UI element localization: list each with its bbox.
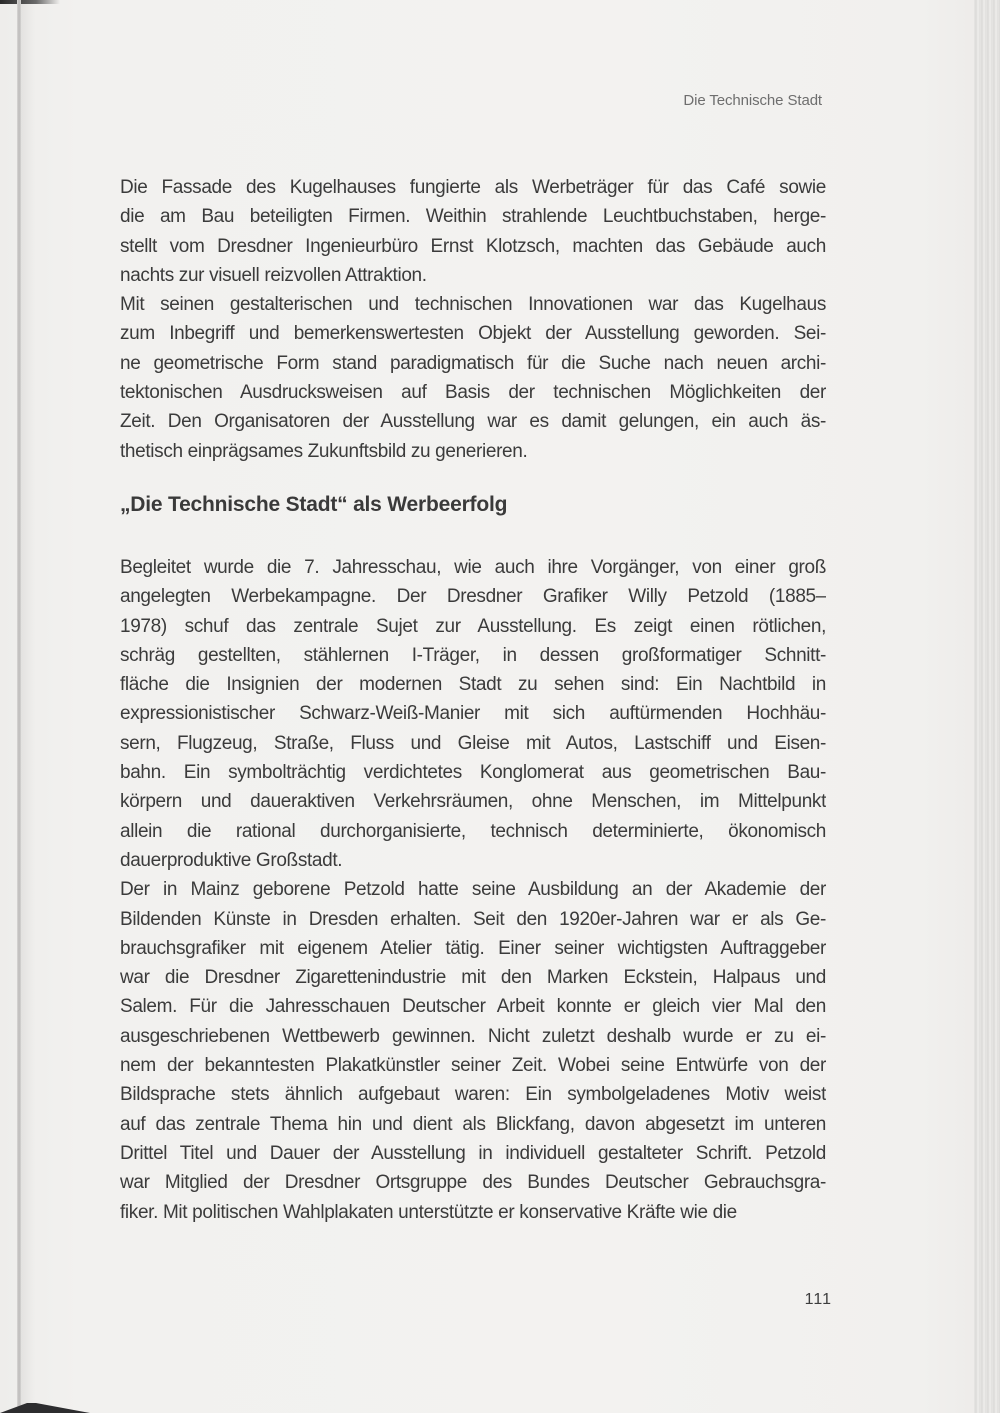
text-line: Drittel Titel und Dauer der Ausstellung in individuell gestalteter Schrift. Petzold	[120, 1142, 826, 1164]
text-line: war die Dresdner Zigarettenindustrie mit den Marken Eckstein, Halpaus und	[120, 967, 826, 989]
text-line: zum Inbegriff und bemerkenswertesten Objekt der Ausstellung geworden. Sei-	[120, 323, 826, 345]
text-line: war Mitglied der Dresdner Ortsgruppe des Bundes Deutscher Gebrauchsgra-	[120, 1172, 826, 1194]
text-line: thetisch einprägsames Zukunftsbild zu generieren.	[120, 440, 528, 462]
text-line: Begleitet wurde die 7. Jahresschau, wie auch ihre Vorgänger, von einer groß	[120, 557, 826, 578]
text-line: brauchsgrafiker mit eigenem Atelier tätig. Einer seiner wichtigsten Auftraggeber	[120, 937, 826, 959]
text-line: schräg gestellten, stählernen I-Träger, in dessen großformatiger Schnitt-	[120, 644, 826, 666]
text-line: allein die rational durchorganisierte, technisch determinierte, ökonomisch	[120, 820, 826, 842]
paragraph	[120, 173, 826, 290]
section-heading: „Die Technische Stadt“ als Werbeerfolg	[120, 493, 508, 516]
text-line: Bildsprache stets ähnlich aufgebaut waren: Ein symbolgeladenes Motiv weist	[120, 1084, 826, 1106]
text-line: ausgeschriebenen Wettbewerb gewinnen. Nicht zuletzt deshalb wurde er zu ei-	[120, 1025, 826, 1047]
text-line: sern, Flugzeug, Straße, Fluss und Gleise mit Autos, Lastschiff und Eisen-	[120, 732, 826, 754]
paragraph	[120, 875, 826, 1227]
section-1-text	[120, 173, 826, 466]
text-line: Mit seinen gestalterischen und technischen Innovationen war das Kugelhaus	[120, 294, 826, 316]
book-cover-corner	[0, 1403, 90, 1413]
text-line: fiker. Mit politischen Wahlplakaten unterstützte er konservative Kräfte wie die	[120, 1201, 737, 1223]
text-line: Bildenden Künste in Dresden erhalten. Seit den 1920er-Jahren war er als Ge-	[120, 908, 826, 930]
text-line: expressionistischer Schwarz-Weiß-Manier mit sich auftürmenden Hochhäu-	[120, 703, 826, 725]
text-line: dauerproduktive Großstadt.	[120, 849, 343, 871]
page-number: 111	[804, 1291, 832, 1308]
text-line: nachts zur visuell reizvollen Attraktion.	[120, 264, 427, 286]
text-line: Zeit. Den Organisatoren der Ausstellung war es damit gelungen, ein auch äs-	[120, 411, 826, 433]
running-head: Die Technische Stadt	[683, 92, 822, 109]
text-line: bahn. Ein symbolträchtig verdichtetes Konglomerat aus geometrischen Bau-	[120, 762, 826, 784]
gutter-shadow	[21, 0, 35, 1413]
paragraph	[120, 290, 826, 466]
text-line: 1978) schuf das zentrale Sujet zur Ausstellung. Es zeigt einen rötlichen,	[120, 615, 826, 637]
text-line: stellt vom Dresdner Ingenieurbüro Ernst Klotzsch, machten das Gebäude auch	[120, 235, 826, 257]
text-line: körpern und daueraktiven Verkehrsräumen, ohne Menschen, im Mittelpunkt	[120, 791, 826, 813]
text-line: auf das zentrale Thema hin und dient als Blickfang, davon abgesetzt im unteren	[120, 1113, 826, 1135]
text-line: Die Fassade des Kugelhauses fungierte als Werbeträger für das Café sowie	[120, 177, 826, 198]
section-2-text	[120, 553, 826, 1227]
text-line: angelegten Werbekampagne. Der Dresdner Grafiker Willy Petzold (1885–	[120, 586, 826, 608]
text-line: die am Bau beteiligten Firmen. Weithin strahlende Leuchtbuchstaben, herge-	[120, 206, 826, 228]
paragraph	[120, 553, 826, 875]
text-line: tektonischen Ausdrucksweisen auf Basis der technischen Möglichkeiten der	[120, 382, 826, 404]
text-line: fläche die Insignien der modernen Stadt zu sehen sind: Ein Nachtbild in	[120, 674, 826, 696]
text-line: Der in Mainz geborene Petzold hatte seine Ausbildung an der Akademie der	[120, 879, 826, 901]
text-line: Salem. Für die Jahresschauen Deutscher Arbeit konnte er gleich vier Mal den	[120, 996, 826, 1018]
page-edges	[974, 0, 1000, 1413]
text-line: nem der bekanntesten Plakatkünstler seiner Zeit. Wobei seine Entwürfe von der	[120, 1055, 826, 1077]
text-line: ne geometrische Form stand paradigmatisch für die Suche nach neuen archi-	[120, 352, 826, 374]
